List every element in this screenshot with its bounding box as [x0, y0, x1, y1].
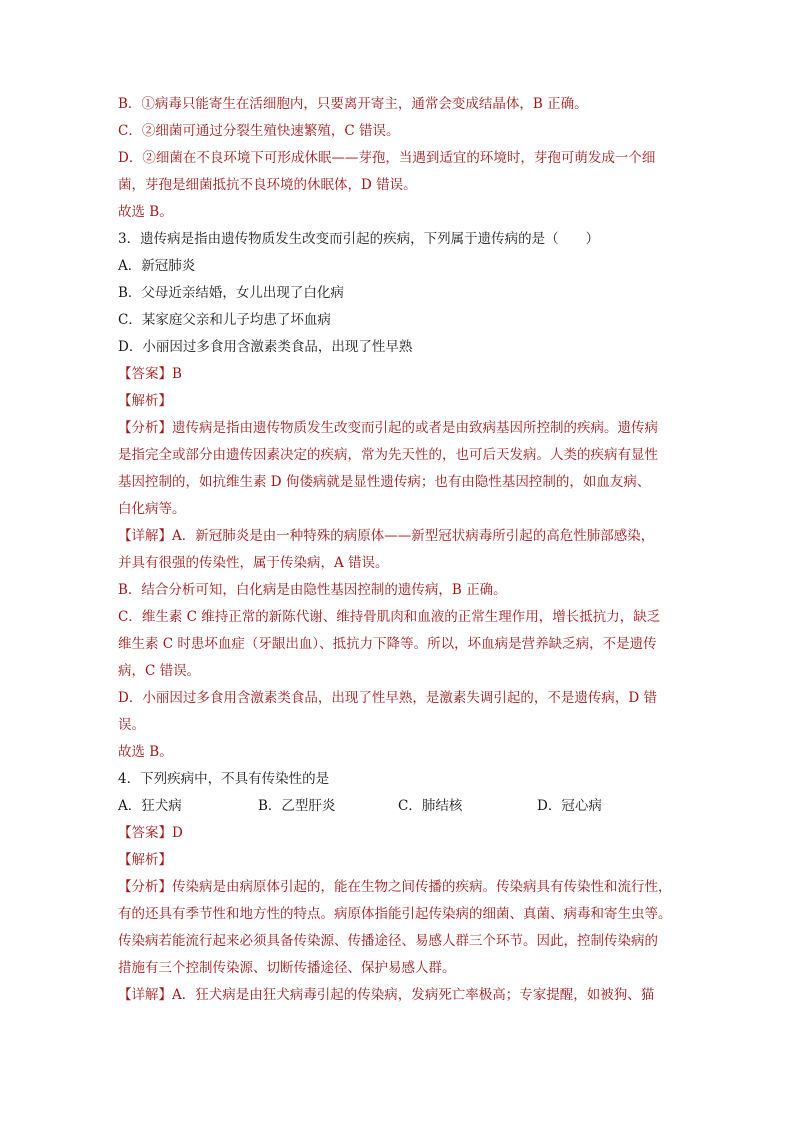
q4-option: B．乙型肝炎	[258, 798, 336, 814]
text-line: 【分析】传染病是由病原体引起的，能在生物之间传播的疾病。传染病具有传染性和流行性，	[118, 879, 672, 895]
text-line: D．小丽因过多食用含激素类食品，出现了性早熟，是激素失调引起的，不是遗传病，D 错	[118, 690, 657, 706]
text-line: 【解析】	[118, 852, 172, 868]
text-line: 【详解】A．新冠肺炎是由一种特殊的病原体——新型冠状病毒所引起的高危性肺部感染，	[118, 528, 655, 544]
text-line: 措施有三个控制传染源、切断传播途径、保护易感人群。	[118, 960, 456, 976]
text-line: 【分析】遗传病是指由遗传物质发生改变而引起的或者是由致病基因所控制的疾病。遗传病	[118, 420, 658, 436]
text-line: 4．下列疾病中，不具有传染性的是	[118, 771, 330, 787]
text-line: C．某家庭父亲和儿子均患了坏血病	[118, 312, 331, 328]
text-line: 故选 B。	[118, 204, 173, 220]
text-line: 基因控制的，如抗维生素 D 佝偻病就是显性遗传病；也有由隐性基因控制的，如血友病、	[118, 474, 651, 490]
text-line: 维生素 C 时患坏血症（牙龈出血）、抵抗力下降等。所以，坏血病是营养缺乏病，不是遗传	[118, 636, 657, 652]
text-line: B．结合分析可知，白化病是由隐性基因控制的遗传病，B 正确。	[118, 582, 507, 598]
text-line: 【答案】D	[118, 825, 183, 841]
text-line: B．①病毒只能寄生在活细胞内，只要离开寄主，通常会变成结晶体，B 正确。	[118, 96, 588, 112]
text-line: D．②细菌在不良环境下可形成休眠——芽孢，当遇到适宜的环境时，芽孢可萌发成一个细	[118, 150, 656, 166]
text-line: 病，C 错误。	[118, 663, 201, 679]
text-line: A．新冠肺炎	[118, 258, 196, 274]
q4-option: A．狂犬病	[118, 798, 182, 814]
text-line: 【解析】	[118, 393, 172, 409]
q4-option: C．肺结核	[398, 798, 463, 814]
text-line: 是指完全或部分由遗传因素决定的疾病，常为先天性的，也可后天发病。人类的疾病有显性	[118, 447, 658, 463]
text-line: C．维生素 C 维持正常的新陈代谢、维持骨肌肉和血液的正常生理作用，增长抵抗力，缺乏	[118, 609, 661, 625]
text-line: 【答案】B	[118, 366, 182, 382]
text-line: 白化病等。	[118, 501, 186, 517]
text-line: 菌，芽孢是细菌抵抗不良环境的休眠体，D 错误。	[118, 177, 417, 193]
text-line: D．小丽因过多食用含激素类食品，出现了性早熟	[118, 339, 413, 355]
text-line: 有的还具有季节性和地方性的特点。病原体指能引起传染病的细菌、真菌、病毒和寄生虫等。	[118, 906, 672, 922]
text-line: 故选 B。	[118, 744, 173, 760]
q4-option: D．冠心病	[537, 798, 602, 814]
text-line: 传染病若能流行起来必须具备传染源、传播途径、易感人群三个环节。因此，控制传染病的	[118, 933, 658, 949]
text-line: 【详解】A．狂犬病是由狂犬病毒引起的传染病，发病死亡率极高；专家提醒，如被狗、猫	[118, 987, 655, 1003]
text-line: B．父母近亲结婚，女儿出现了白化病	[118, 285, 344, 301]
text-line: 并具有很强的传染性，属于传染病，A 错误。	[118, 555, 389, 571]
text-line: 3．遗传病是指由遗传物质发生改变而引起的疾病，下列属于遗传病的是（ ）	[118, 231, 600, 247]
text-line: C．②细菌可通过分裂生殖快速繁殖，C 错误。	[118, 123, 400, 139]
text-line: 误。	[118, 717, 145, 733]
